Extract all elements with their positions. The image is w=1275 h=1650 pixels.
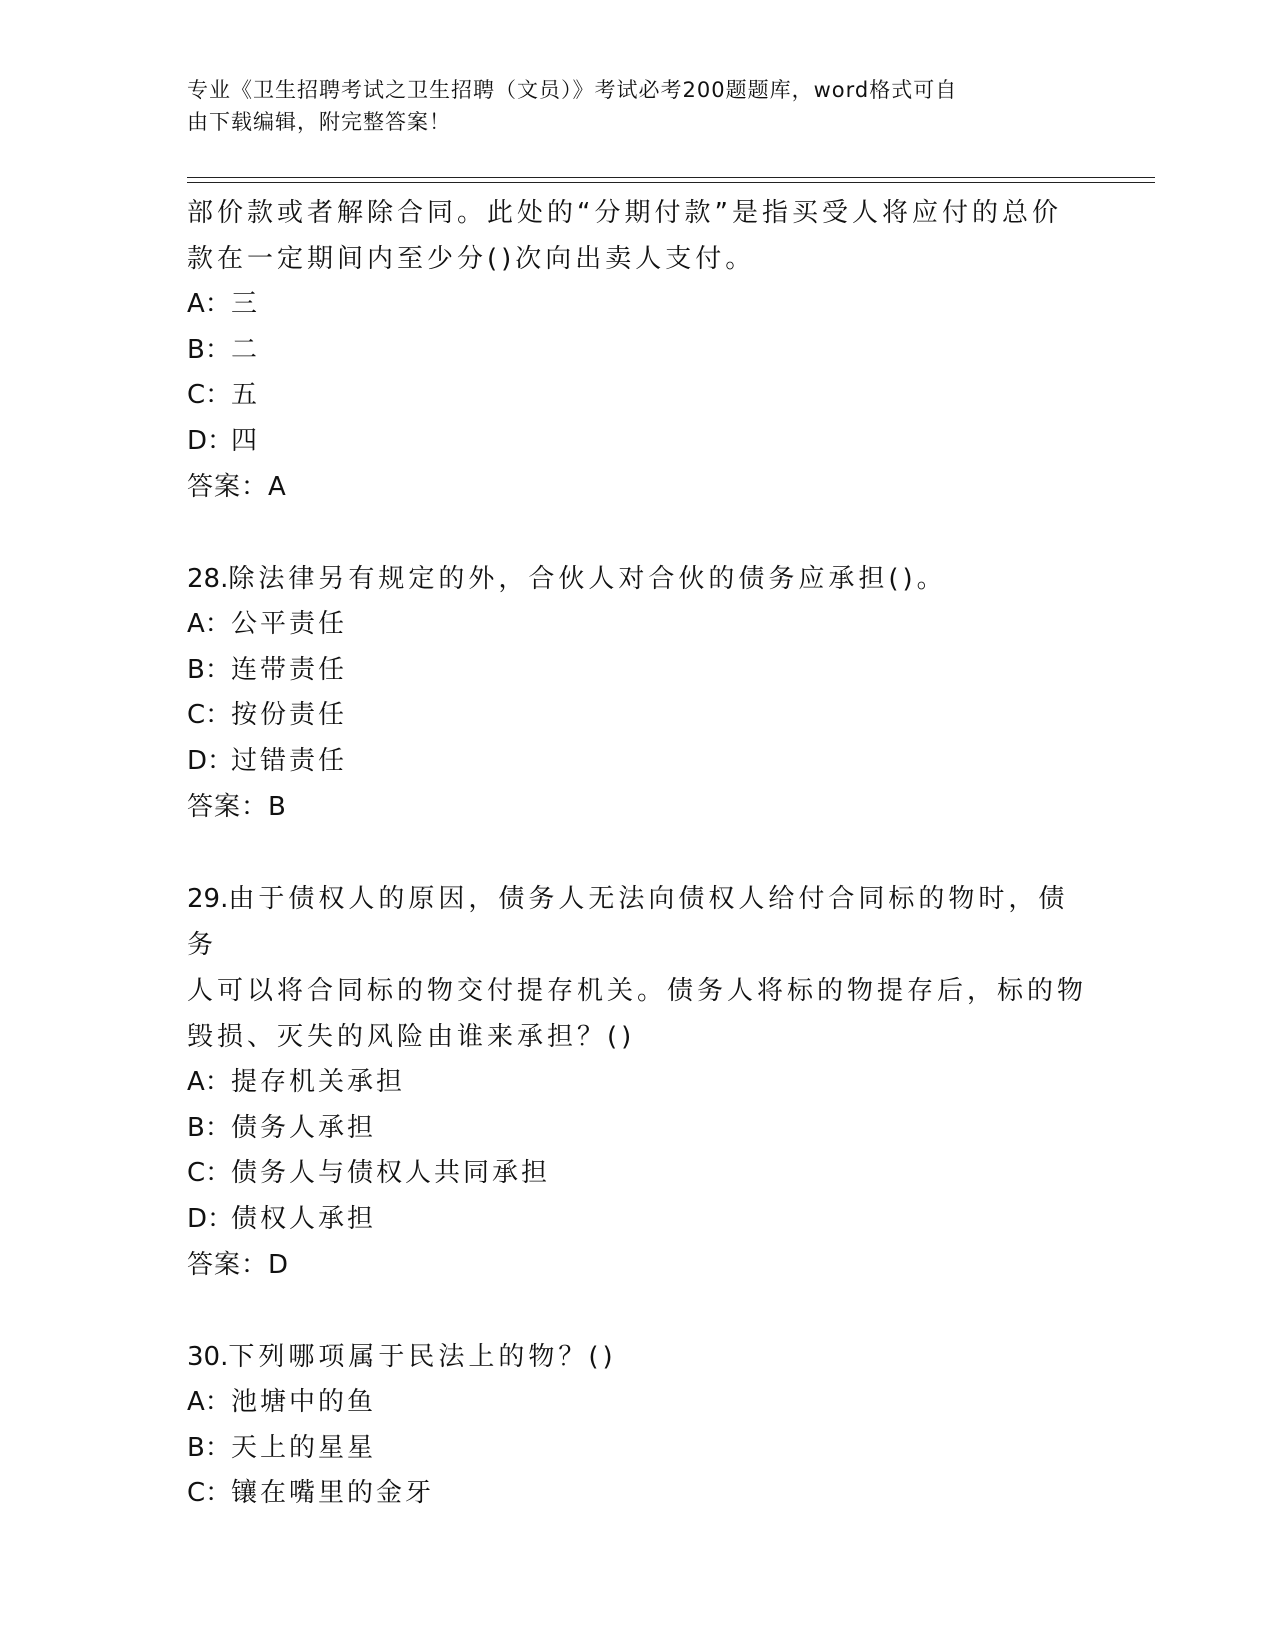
option-b: B：天上的星星 — [187, 1432, 377, 1463]
option-b: B：连带责任 — [187, 654, 348, 685]
header-rule-bottom — [187, 182, 1155, 183]
question-30 — [187, 1334, 1087, 1517]
option-c: C：债务人与债权人共同承担 — [187, 1158, 551, 1188]
option-a: A：提存机关承担 — [187, 1067, 406, 1097]
option-c: C：镶在嘴里的金牙 — [187, 1478, 435, 1508]
question-text-line: 部价款或者解除合同。此处的“分期付款”是指买受人将应付的总价 — [187, 198, 1062, 228]
option-b: B：债务人承担 — [187, 1112, 377, 1143]
question-29 — [187, 876, 1087, 1288]
option-a: A：公平责任 — [187, 609, 348, 639]
option-d: D：债权人承担 — [187, 1203, 377, 1234]
question-number: 30. — [187, 1342, 229, 1372]
question-text-line: 人可以将合同标的物交付提存机关。债务人将标的物提存后，标的物 — [187, 976, 1088, 1006]
header-rule-top — [187, 177, 1155, 178]
question-number: 29. — [187, 884, 229, 914]
answer-line: 答案：B — [187, 792, 287, 822]
option-b: B：二 — [187, 334, 261, 365]
question-text-line: 29.由于债权人的原因，债务人无法向债权人给付合同标的物时，债务 — [187, 884, 1069, 960]
question-28 — [187, 556, 1087, 830]
option-a: A：三 — [187, 289, 261, 319]
answer-line: 答案：D — [187, 1250, 290, 1280]
option-a: A：池塘中的鱼 — [187, 1387, 377, 1417]
document-header — [187, 74, 1067, 138]
option-c: C：按份责任 — [187, 700, 348, 730]
answer-line: 答案：A — [187, 472, 287, 502]
option-d: D：过错责任 — [187, 745, 348, 776]
option-d: D：四 — [187, 425, 261, 456]
header-line-2: 由下载编辑，附完整答案！ — [187, 110, 451, 134]
question-text-line: 款在一定期间内至少分()次向出卖人支付。 — [187, 244, 756, 274]
question-list — [187, 190, 1087, 1517]
option-c: C：五 — [187, 380, 261, 410]
question-text-line: 28.除法律另有规定的外，合伙人对合伙的债务应承担()。 — [187, 564, 947, 594]
question-continued — [187, 190, 1087, 510]
question-number: 28. — [187, 564, 229, 594]
question-text-line: 毁损、灭失的风险由谁来承担？() — [187, 1022, 636, 1052]
header-line-1: 专业《卫生招聘考试之卫生招聘（文员）》考试必考200题题库，word格式可自 — [187, 78, 958, 102]
question-text-line: 30.下列哪项属于民法上的物？() — [187, 1342, 617, 1372]
